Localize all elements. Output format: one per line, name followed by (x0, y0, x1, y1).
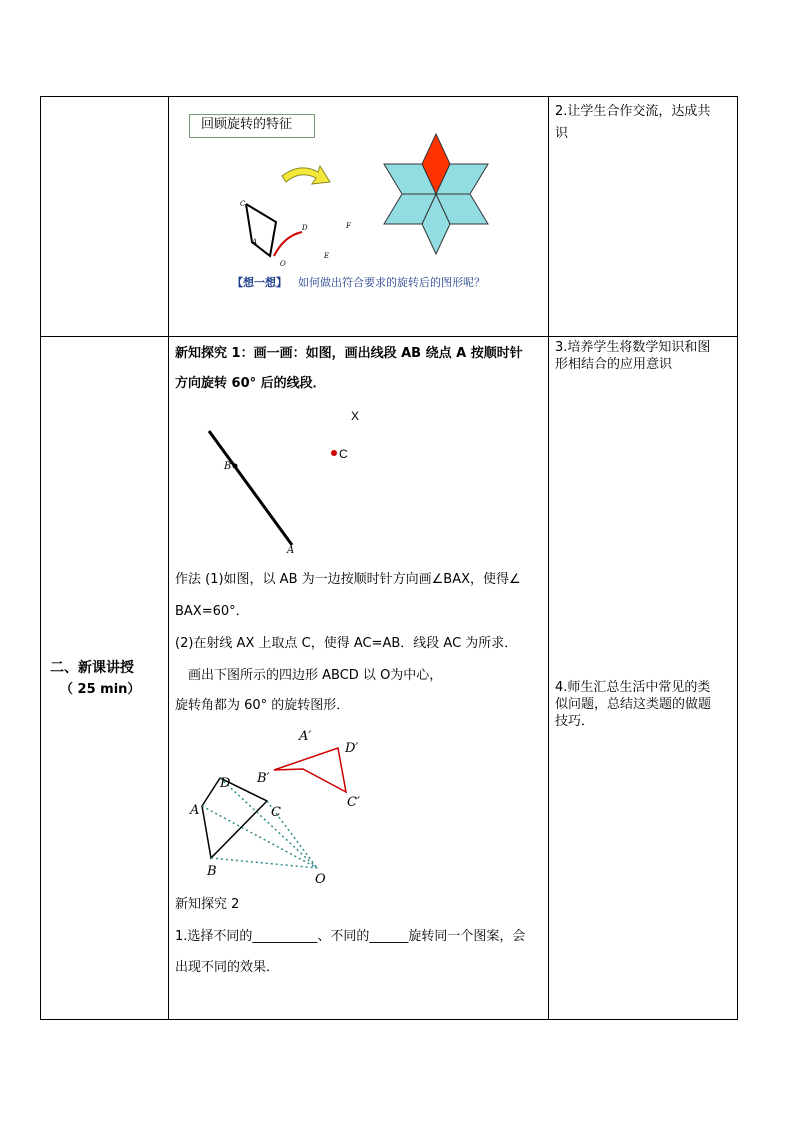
note-3-line2: 形相结合的应用意识 (555, 357, 673, 372)
quadrilateral-rotation-figure (185, 722, 375, 892)
table-border-bottom (40, 1019, 738, 1020)
note-3-line1: 3.培养学生将数学知识和图 (555, 340, 711, 355)
rotation-sketch (240, 200, 360, 270)
label-d-prime: D′ (345, 741, 359, 756)
table-border-left (40, 96, 41, 1020)
method-line1: 作法 (1)如图，以 AB 为一边按顺时针方向画∠BAX，使得∠ (175, 572, 521, 587)
label-x: X (351, 409, 360, 423)
note-2-line1: 2.让学生合作交流，达成共 (555, 104, 711, 119)
sketch-label-c: C (240, 200, 246, 208)
review-label: 回顾旋转的特征 (201, 117, 293, 132)
quad-line2: 旋转角都为 60° 的旋转图形． (175, 698, 350, 713)
label-d: D (220, 776, 231, 791)
star-diamond-pattern (380, 134, 492, 256)
table-border-right (737, 96, 738, 1020)
sketch-label-a: A (252, 238, 258, 246)
method-line2: BAX=60°． (175, 604, 249, 619)
label-b-prime: B′ (257, 771, 270, 786)
note-2-line2: 识 (555, 126, 569, 141)
sketch-label-d: D (302, 224, 308, 232)
section-title: 二、新课讲授 (50, 660, 134, 676)
note-4-line2: 似问题，总结这类题的做题 (555, 697, 712, 712)
think-prefix: 【想一想】 (232, 276, 287, 289)
segment-ab-figure (200, 405, 380, 555)
explore-1-line2: 方向旋转 60° 后的线段． (175, 376, 326, 391)
note-4-line1: 4.师生汇总生活中常见的类 (555, 680, 711, 695)
column-divider-1 (168, 96, 169, 1020)
label-c: C (271, 805, 281, 820)
table-border-top (40, 96, 738, 97)
label-c: C (339, 447, 348, 461)
think-question: 如何做出符合要求的旋转后的图形呢？ (298, 276, 485, 289)
label-o: O (315, 872, 326, 887)
label-b: B (207, 864, 217, 879)
label-c-prime: C′ (347, 795, 360, 810)
column-divider-2 (548, 96, 549, 1020)
sketch-label-f: F (346, 222, 351, 230)
explore-2-line2: 出现不同的效果． (175, 960, 280, 975)
quad-line1: 画出下图所示的四边形 ABCD 以 O为中心， (188, 668, 443, 683)
label-b: B (224, 461, 232, 472)
explore-2-line1: 1.选择不同的__________、不同的______旋转同一个图案，会 (175, 929, 526, 944)
explore-2-title: 新知探究 2 (175, 897, 240, 912)
explore-1-line1: 新知探究 1：画一画：如图，画出线段 AB 绕点 A 按顺时针 (175, 346, 523, 361)
row-divider (40, 336, 738, 337)
note-4-line3: 技巧． (555, 714, 595, 729)
label-a: A (190, 803, 200, 818)
curved-arrow-icon (278, 160, 338, 200)
method-line3: (2)在射线 AX 上取点 C，使得 AC=AB．线段 AC 为所求． (175, 636, 518, 651)
sketch-label-o: O (280, 260, 286, 268)
sketch-label-e: E (324, 252, 330, 260)
label-a: A (287, 545, 295, 556)
label-a-prime: A′ (299, 729, 312, 744)
section-time: （ 25 min） (60, 682, 141, 697)
